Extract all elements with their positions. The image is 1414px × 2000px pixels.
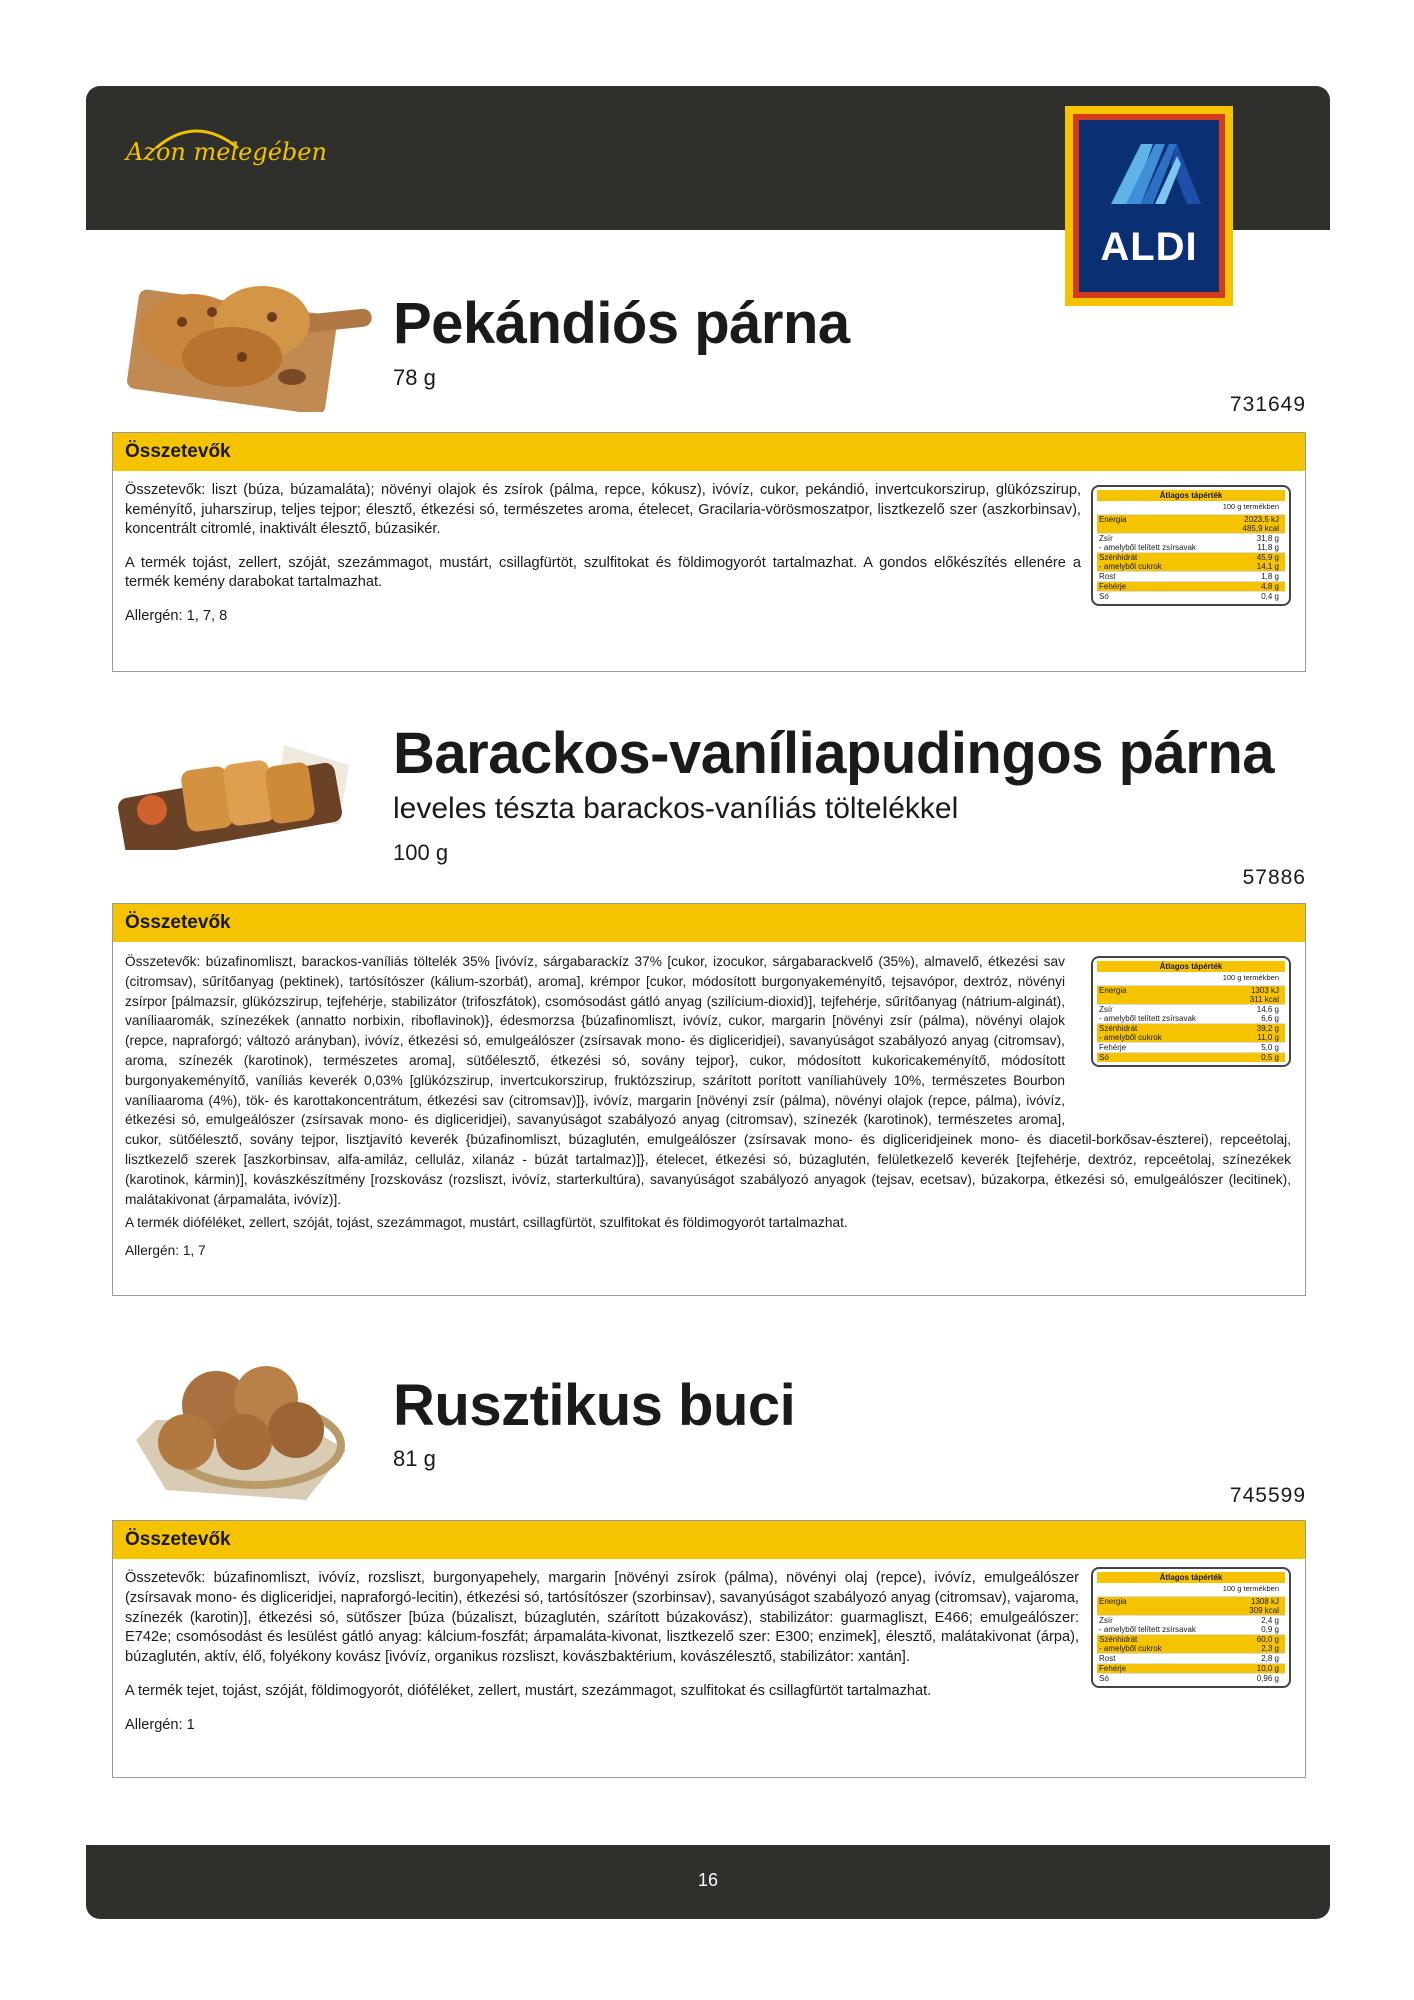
nutrition-row [1097,1023,1285,1042]
nutrition-label: Zsír - amelyből telített zsírsavak [1099,1615,1196,1634]
nutrition-row [1097,591,1285,601]
aldi-logo-text: ALDI [1100,225,1198,269]
nutrition-value: 1303 kJ 311 kcal [1249,985,1279,1004]
article-number: 745599 [1229,1484,1306,1507]
nutrition-value: 45,9 g 14,1 g [1256,552,1279,571]
ingredients-box [112,1520,1306,1778]
nutrition-row [1097,571,1285,581]
brand-logo [126,138,327,166]
nutrition-label: Szénhidrát - amelyből cukrok [1099,552,1162,571]
ingredients-text: Összetevők: búzafinomliszt, ivóvíz, rozsliszt, burgonyapehely, margarin [növényi zsírok (pálma), növényi olaj (repce), ivóvíz, emulgeálószer (zsírsavak mono- és digliceridjei, napraforgó-lecitin), étkezési só, tartósítószer (szorbinsav), savanyúságot szabályozó anyag (citromsav), vajaroma, színezék (karotin)], étkezési só, sütőszer [búza (búzaliszt, búzaglutén, szárított búzakovász), stabilizátor: guarmagliszt, E466; emulgeálószer: E742e; csomósodást és lesülést gátló anyag: kálcium-foszfát; árpamaláta-kivonat, lisztkezelő szer: E300; enzimek], élesztő, malátakivonat (árpa), búzaglutén, aktív, élő, folyékony kovász [ivóvíz, organikus rozsliszt, kovászbaktérium, kovászélesztő, stabilizátor: xantán]. [125,1570,1079,1666]
nutrition-value: 31,8 g 11,8 g [1256,533,1279,552]
nutrition-row [1097,1663,1285,1673]
nutrition-label: Fehérje [1099,1663,1127,1673]
allergen-text: Allergén: 1, 7, 8 [125,607,228,624]
nutrition-label: Szénhidrát - amelyből cukrok [1099,1634,1162,1653]
may-contain-text: A termék dióféléket, zellert, szóját, tojást, szezámmagot, mustárt, csillagfürtöt, szulfitokat és földimogyorót tartalmazhat. [125,1215,848,1231]
nutrition-label: Fehérje [1099,1042,1127,1052]
nutrition-value: 0,5 g [1261,1052,1279,1062]
page-number: 16 [697,1870,719,1890]
nutrition-table [1091,485,1291,606]
aldi-logo [1065,106,1233,306]
nutrition-row [1097,581,1285,591]
nutrition-row [1097,533,1285,552]
product-weight: 100 g [393,840,449,865]
may-contain-text: A termék tojást, zellert, szóját, szezámmagot, mustárt, csillagfürtöt, szulfitokat és földimogyorót tartalmazhat. A gondos előkészítés ellenére a termék kemény darabokat tartalmazhat. [125,554,1081,591]
nutrition-label: Energia [1099,514,1127,524]
product-weight: 81 g [393,1446,436,1471]
nutrition-row [1097,514,1285,533]
product-photo-rustic-bun [126,1350,356,1505]
allergen-text: Allergén: 1 [125,1716,195,1733]
product-photo-pecan-pastry [122,262,372,417]
nutrition-value: 2,4 g 0,9 g [1261,1615,1279,1634]
nutrition-rows [1097,1596,1285,1683]
footer-bar [86,1845,1330,1919]
product-title: Pekándiós párna [393,291,850,356]
ingredients-heading: Összetevők [113,433,1305,471]
nutrition-row [1097,1042,1285,1052]
nutrition-row [1097,1634,1285,1653]
nutrition-title: Átlagos tápérték [1097,490,1285,501]
nutrition-label: Fehérje [1099,581,1127,591]
nutrition-row [1097,1615,1285,1634]
ingredients-box [112,432,1306,672]
aldi-stripes-icon [1081,134,1221,224]
nutrition-title: Átlagos tápérték [1097,1572,1285,1583]
article-number: 731649 [1229,393,1306,416]
nutrition-row [1097,1052,1285,1062]
nutrition-value: 10,0 g [1256,1663,1279,1673]
brand-script-text: Azon melegében [126,138,327,166]
nutrition-label: Rost [1099,571,1116,581]
nutrition-label: Só [1099,1052,1109,1062]
nutrition-per: 100 g termékben [1222,973,1279,982]
nutrition-rows [1097,514,1285,601]
nutrition-value: 2023,5 kJ 485,9 kcal [1242,514,1279,533]
nutrition-value: 39,2 g 11,0 g [1256,1023,1279,1042]
nutrition-label: Energia [1099,985,1127,995]
nutrition-row [1097,985,1285,1004]
ingredients-box [112,903,1306,1296]
nutrition-value: 2,8 g [1261,1653,1279,1663]
product-title: Barackos-vaníliapudingos párna [393,721,1275,786]
nutrition-label: Rost [1099,1653,1116,1663]
nutrition-label: Zsír - amelyből telített zsírsavak [1099,533,1196,552]
nutrition-table [1091,1567,1291,1688]
nutrition-value: 5,0 g [1261,1042,1279,1052]
product-photo-peach-vanilla-pastry [114,740,354,855]
nutrition-row [1097,1596,1285,1615]
sun-arc-icon [126,120,296,150]
nutrition-rows [1097,985,1285,1062]
nutrition-title: Átlagos tápérték [1097,961,1285,972]
ingredients-heading: Összetevők [113,1521,1305,1559]
ingredients-heading: Összetevők [113,904,1305,942]
nutrition-label: Só [1099,1673,1109,1683]
nutrition-value: 0,96 g [1256,1673,1279,1683]
nutrition-label: Energia [1099,1596,1127,1606]
nutrition-table [1091,956,1291,1067]
nutrition-value: 1308 kJ 309 kcal [1249,1596,1279,1615]
nutrition-row [1097,1673,1285,1683]
nutrition-value: 4,8 g [1261,581,1279,591]
product-weight: 78 g [393,365,436,390]
product-subtitle: leveles tészta barackos-vaníliás töltelékkel [393,792,959,825]
nutrition-row [1097,552,1285,571]
nutrition-row [1097,1004,1285,1023]
allergen-text: Allergén: 1, 7 [125,1242,206,1258]
nutrition-per: 100 g termékben [1222,502,1279,511]
nutrition-value: 60,0 g 2,3 g [1256,1634,1279,1653]
may-contain-text: A termék tejet, tojást, szóját, földimogyorót, dióféléket, zellert, mustárt, szezámmagot, szulfitokat és csillagfürtöt tartalmazhat. [125,1682,932,1699]
nutrition-label: Só [1099,591,1109,601]
nutrition-label: Zsír - amelyből telített zsírsavak [1099,1004,1196,1023]
nutrition-value: 0,4 g [1261,591,1279,601]
product-title: Rusztikus buci [393,1373,796,1438]
nutrition-value: 1,8 g [1261,571,1279,581]
nutrition-per: 100 g termékben [1222,1584,1279,1593]
ingredients-text: Összetevők: búzafinomliszt, barackos-vaníliás töltelék 35% [ivóvíz, sárgabarackíz 37% [cukor, izocukor, sárgabarackvelő (35%), almavelő, étkezési sav (citromsav), sűrítőanyag (pektinek), tartósítószer (kálium-szorbát), aroma], krémpor [cukor, módosított burgonyakeményítő, tejsavópor, dextróz, növényi zsírpor [pálmazsír, glükózszirup, tejfehérje, stabilizátor (trifoszfátok), csomósodást gátló anyag (szilícium-dioxid)], tejfehérje, sűrítőanyag (nátrium-alginát), vaníliaaromák, színezékek (annatto norbixin, riboflavinok)}, édesmorzsa {búzafinomliszt, ivóvíz, cukor, margarin [növényi zsír (pálma), növényi olajok (repce, napraforgó; változó arányban), ivóvíz, étkezési só, emulgeálószer (zsírsavak mono- és digliceridjei), savanyúságot szabályozó anyag (citromsav), aroma, színezék (karotinok), természetes aroma], sütőélesztő, étkezési só, sovány tejpor}, cukor, módosított kukoricakeményítő, módosított burgonyakeményítő, vaníliás keverék 0,03% [glükózszirup, invertcukorszirup, fruktózszirup, szárított porított vaníliahüvely 10%, természetes Bourbon vaníliaaroma (4%), tök- és karottakoncentrátum, étkezési sav (citromsav)]}, ivóvíz, margarin [növényi zsír (pálma), növényi olajok (repce, pálma), ivóvíz, étkezési só, emulgeálószer (zsírsavak mono- és digliceridjei), savanyúságot szabályozó anyag (citromsav), színezék (karotinok), természetes aroma], cukor, sütőélesztő, sovány tejpor, lisztjavító keverék {búzafinomliszt, búzaglutén, emulgeálószer (zsírsavak mono- és digliceridjeinek mono- és diacetil-borkősav-észterei), repceétolaj, lisztkezelő szerek [aszkorbinsav, alfa-amiláz, celluláz, xilanáz - búzát tartalmaz)]}, ételecet, étkezési só, búzaglutén, felületkezelő keverék [tejfehérje, dextróz, repceétolaj, színezékek (karotinok, kármin)], kovászkészítmény [rozskovász (rozsliszt, ivóvíz, starterkultúra), savanyúságot szabályozó anyagok (tejsav, ecetsav), búzakorpa, étkezési só, emulgeálószer (lecitinek), malátakivonat (árpamaláta, ivóvíz)]. [125,954,1291,1207]
nutrition-row [1097,1653,1285,1663]
nutrition-label: Szénhidrát - amelyből cukrok [1099,1023,1162,1042]
ingredients-text: Összetevők: liszt (búza, búzamaláta); növényi olajok és zsírok (pálma, repce, kókusz), ivóvíz, cukor, pekándió, invertcukorszirup, glükózszirup, keményítő, juharszirup, teljes tejpor; élesztő, étkezési só, természetes aroma, ételecet, Gracilaria-vörösmoszatpor, lisztkezelő szer (aszkorbinsav), koncentrált citromlé, inaktivált élesztő, búzasikér. [125,482,1081,538]
nutrition-value: 14,6 g 6,6 g [1256,1004,1279,1023]
article-number: 57886 [1242,866,1306,889]
